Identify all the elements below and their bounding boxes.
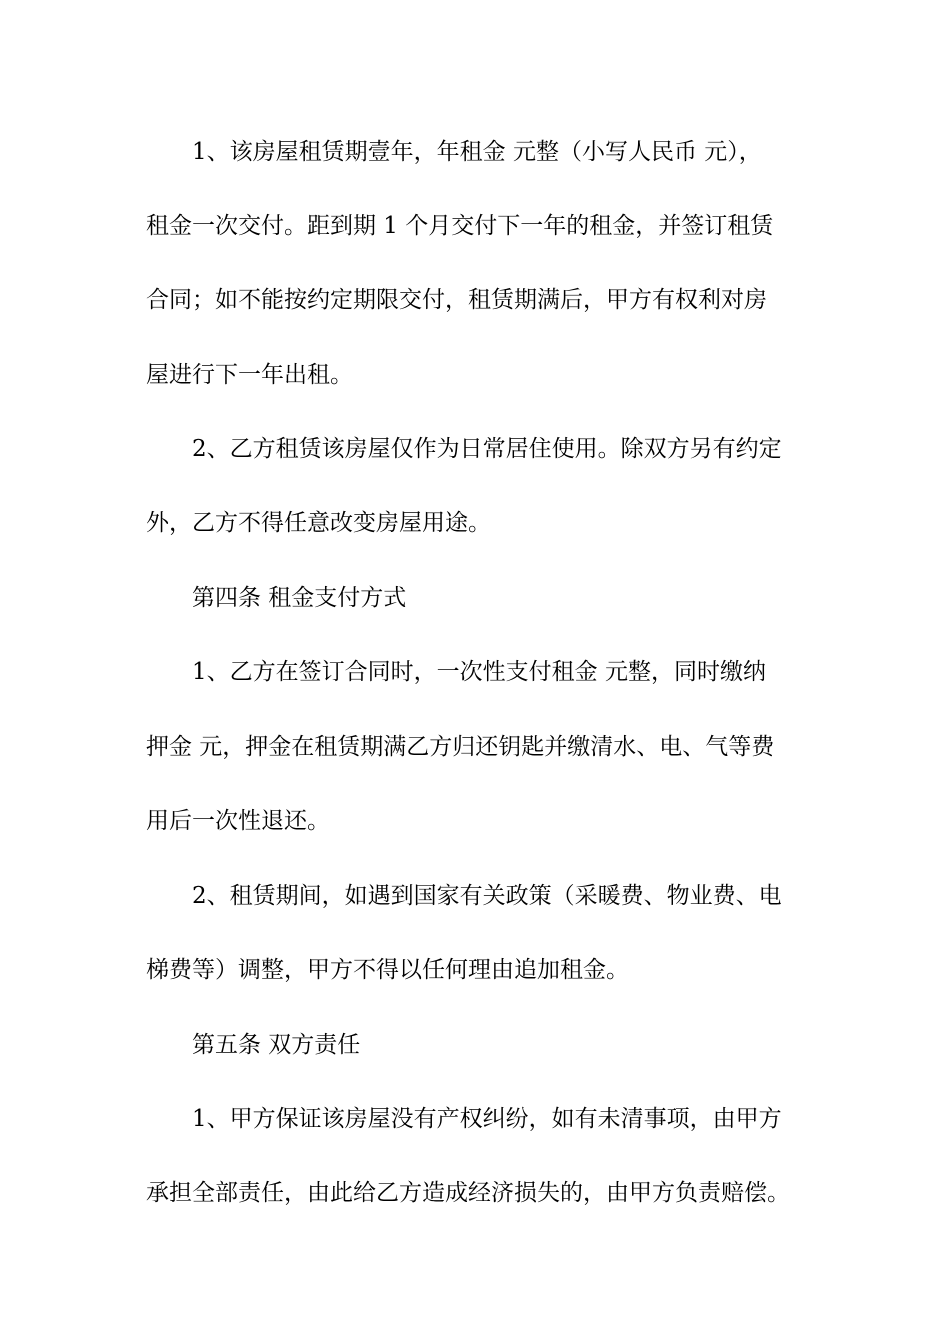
paragraph-line: 屋进行下一年出租。 [146, 362, 353, 388]
paragraph-line: 2、租赁期间，如遇到国家有关政策（采暖费、物业费、电 [192, 883, 782, 909]
paragraph-line: 2、乙方租赁该房屋仅作为日常居住使用。除双方另有约定 [192, 436, 782, 462]
paragraph-line: 承担全部责任，由此给乙方造成经济损失的，由甲方负责赔偿。 [146, 1180, 790, 1206]
paragraph-line: 1、甲方保证该房屋没有产权纠纷，如有未清事项，由甲方 [192, 1106, 782, 1132]
paragraph-line: 1、乙方在签订合同时，一次性支付租金 元整，同时缴纳 [192, 659, 766, 685]
paragraph-line: 1、该房屋租赁期壹年，年租金 元整（小写人民币 元）， [192, 139, 762, 165]
paragraph-line: 梯费等）调整，甲方不得以任何理由追加租金。 [146, 957, 629, 983]
paragraph-line: 外，乙方不得任意改变房屋用途。 [146, 510, 491, 536]
paragraph-line: 押金 元，押金在租赁期满乙方归还钥匙并缴清水、电、气等费 [146, 734, 775, 760]
paragraph-line: 合同；如不能按约定期限交付，租赁期满后，甲方有权利对房 [146, 287, 767, 313]
paragraph-line: 租金一次交付。距到期 1 个月交付下一年的租金，并签订租赁 [146, 213, 774, 239]
section-heading: 第五条 双方责任 [192, 1032, 361, 1058]
section-heading: 第四条 租金支付方式 [192, 585, 407, 611]
paragraph-line: 用后一次性退还。 [146, 808, 330, 834]
